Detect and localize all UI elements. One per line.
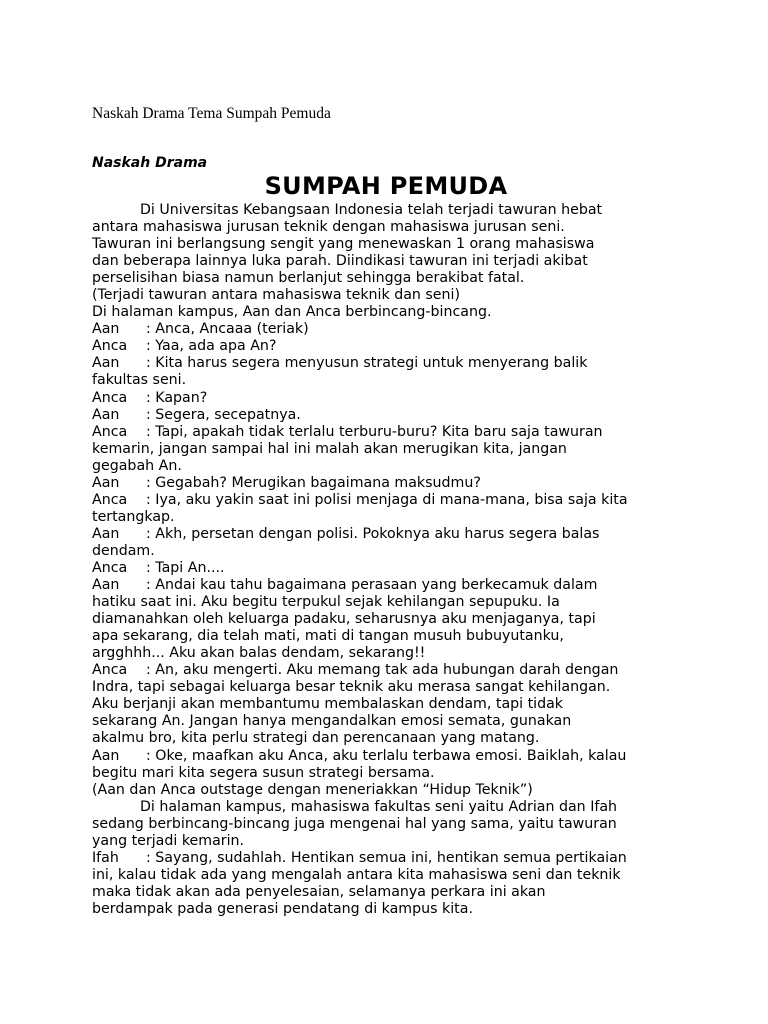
line-text: : Sayang, sudahlah. Hentikan semua ini, hentikan semua pertikaian — [146, 849, 627, 866]
document-subtitle: Naskah Drama — [92, 155, 208, 171]
line-text: : Tapi, apakah tidak terlalu terburu-buru? Kita baru saja tawuran — [146, 423, 603, 440]
dialogue-line — [92, 338, 692, 355]
text-line — [92, 799, 692, 816]
line-text: : Andai kau tahu bagaimana perasaan yang berkecamuk dalam — [146, 577, 598, 594]
speaker-name: Anca — [92, 662, 128, 679]
line-text: apa sekarang, dia telah mati, mati di tangan musuh bubuyutanku, — [92, 628, 564, 645]
text-line — [92, 679, 692, 696]
dialogue-line — [92, 475, 692, 492]
page-title: SUMPAH PEMUDA — [264, 172, 508, 200]
line-text: dan beberapa lainnya luka parah. Diindikasi tawuran ini terjadi akibat — [92, 253, 588, 270]
speaker-name: Aan — [92, 406, 120, 423]
line-text: antara mahasiswa jurusan teknik dengan mahasiswa jurusan seni. — [92, 219, 565, 236]
line-text: : Segera, secepatnya. — [146, 406, 301, 423]
text-line — [92, 441, 692, 458]
text-line — [92, 867, 692, 884]
text-line — [92, 509, 692, 526]
text-line — [92, 287, 692, 304]
text-line — [92, 219, 692, 236]
line-text: Di halaman kampus, Aan dan Anca berbincang-bincang. — [92, 304, 492, 321]
line-text: perselisihan biasa namun berlanjut sehingga berakibat fatal. — [92, 270, 525, 287]
line-text: diamanahkan oleh keluarga padaku, seharusnya aku menjaganya, tapi — [92, 611, 596, 628]
text-line — [92, 696, 692, 713]
speaker-name: Aan — [92, 525, 120, 542]
speaker-name: Anca — [92, 338, 128, 355]
dialogue-line — [92, 390, 692, 407]
text-line — [92, 645, 692, 662]
dialogue-line — [92, 577, 692, 594]
line-text: dendam. — [92, 542, 155, 559]
text-line — [92, 765, 692, 782]
line-text: kemarin, jangan sampai hal ini malah akan merugikan kita, jangan — [92, 440, 567, 457]
line-text: : Akh, persetan dengan polisi. Pokoknya aku harus segera balas — [146, 525, 600, 542]
text-line — [92, 270, 692, 287]
text-line — [92, 901, 692, 918]
speaker-name: Aan — [92, 474, 120, 491]
speaker-name: Aan — [92, 577, 120, 594]
line-text: sedang berbincang-bincang juga mengenai hal yang sama, yaitu tawuran — [92, 815, 617, 832]
line-text: yang terjadi kemarin. — [92, 832, 245, 849]
text-line — [92, 458, 692, 475]
line-text: fakultas seni. — [92, 372, 187, 389]
text-line — [92, 833, 692, 850]
speaker-name: Anca — [92, 423, 128, 440]
speaker-name: Ifah — [92, 849, 119, 866]
speaker-name: Anca — [92, 559, 128, 576]
text-line — [92, 594, 692, 611]
text-line — [92, 816, 692, 833]
dialogue-line — [92, 321, 692, 338]
speaker-name: Anca — [92, 491, 128, 508]
line-text: maka tidak akan ada penyelesaian, selamanya perkara ini akan — [92, 883, 546, 900]
document-heading: Naskah Drama Tema Sumpah Pemuda — [92, 105, 331, 122]
speaker-name: Aan — [92, 355, 120, 372]
dialogue-line — [92, 850, 692, 867]
document-body — [92, 202, 692, 918]
text-line — [92, 628, 692, 645]
line-text: : Tapi An.... — [146, 559, 225, 576]
text-line — [92, 253, 692, 270]
line-text: Tawuran ini berlangsung sengit yang menewaskan 1 orang mahasiswa — [92, 236, 595, 253]
line-text: begitu mari kita segera susun strategi bersama. — [92, 764, 435, 781]
dialogue-line — [92, 355, 692, 372]
line-text: : An, aku mengerti. Aku memang tak ada hubungan darah dengan — [146, 662, 619, 679]
dialogue-line — [92, 560, 692, 577]
text-line — [92, 713, 692, 730]
line-text: (Terjadi tawuran antara mahasiswa teknik dan seni) — [92, 287, 460, 304]
text-line — [92, 304, 692, 321]
text-line — [92, 611, 692, 628]
dialogue-line — [92, 407, 692, 424]
line-text: : Iya, aku yakin saat ini polisi menjaga di mana-mana, bisa saja kita — [146, 491, 628, 508]
line-text: : Kita harus segera menyusun strategi untuk menyerang balik — [146, 355, 588, 372]
line-text: : Oke, maafkan aku Anca, aku terlalu terbawa emosi. Baiklah, kalau — [146, 747, 627, 764]
dialogue-line — [92, 492, 692, 509]
text-line — [92, 884, 692, 901]
line-text: tertangkap. — [92, 508, 175, 525]
line-text: : Gegabah? Merugikan bagaimana maksudmu? — [146, 474, 481, 491]
line-text: akalmu bro, kita perlu strategi dan perencanaan yang matang. — [92, 730, 540, 747]
speaker-name: Anca — [92, 389, 128, 406]
line-text: berdampak pada generasi pendatang di kampus kita. — [92, 900, 473, 917]
line-text: : Yaa, ada apa An? — [146, 338, 277, 355]
text-line — [92, 202, 692, 219]
dialogue-line — [92, 526, 692, 543]
line-text: Di Universitas Kebangsaan Indonesia telah terjadi tawuran hebat — [140, 202, 603, 218]
line-text: Di halaman kampus, mahasiswa fakultas seni yaitu Adrian dan Ifah — [140, 798, 618, 815]
line-text: Indra, tapi sebagai keluarga besar teknik aku merasa sangat kehilangan. — [92, 679, 611, 696]
line-text: hatiku saat ini. Aku begitu terpukul sejak kehilangan sepupuku. Ia — [92, 594, 560, 611]
text-line — [92, 236, 692, 253]
dialogue-line — [92, 662, 692, 679]
line-text: sekarang An. Jangan hanya mengandalkan emosi semata, gunakan — [92, 713, 572, 730]
text-line — [92, 372, 692, 389]
line-text: gegabah An. — [92, 457, 182, 474]
text-line — [92, 782, 692, 799]
line-text: : Kapan? — [146, 389, 208, 406]
line-text: (Aan dan Anca outstage dengan meneriakkan “Hidup Teknik”) — [92, 781, 533, 798]
line-text: ini, kalau tidak ada yang mengalah antara kita mahasiswa seni dan teknik — [92, 866, 621, 883]
speaker-name: Aan — [92, 747, 120, 764]
text-line — [92, 543, 692, 560]
dialogue-line — [92, 424, 692, 441]
dialogue-line — [92, 748, 692, 765]
speaker-name: Aan — [92, 321, 120, 338]
text-line — [92, 730, 692, 747]
line-text: Aku berjanji akan membantumu membalaskan dendam, tapi tidak — [92, 696, 564, 713]
line-text: : Anca, Ancaaa (teriak) — [146, 321, 309, 338]
line-text: argghhh... Aku akan balas dendam, sekarang!! — [92, 645, 426, 662]
